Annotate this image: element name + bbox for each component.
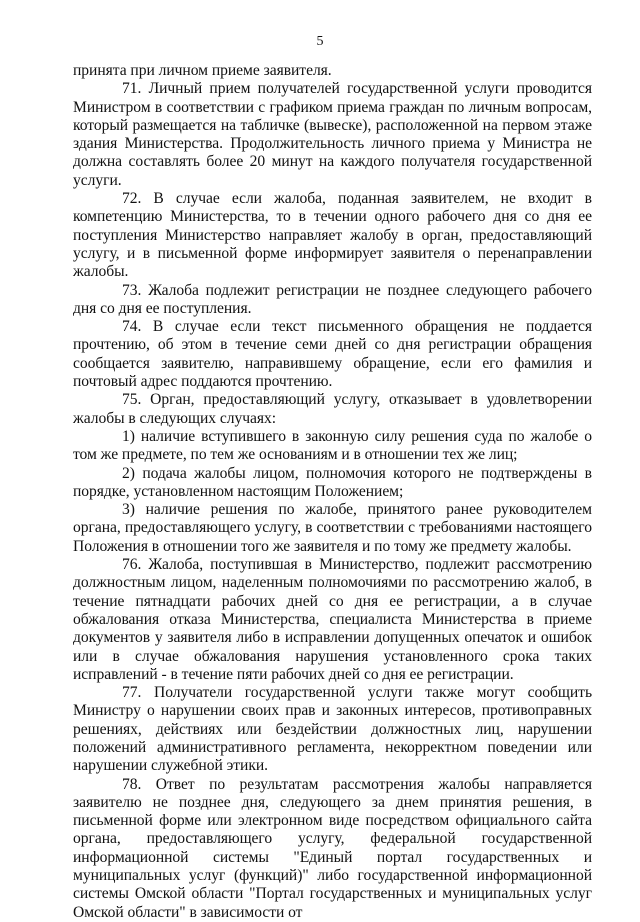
paragraph-continuation: принята при личном приеме заявителя.: [73, 62, 332, 79]
paragraph-78: 78. Ответ по результатам рассмотрения жалобы направляется заявителю не позднее дня, следующего за днем принятия решения, в письменной форме или электронном виде посредством официального сайта органа, предоставляющего услугу, федеральной государственной информационной системы "Единый портал государственных и муниципальных услуг (функций)" либо государственной информационной системы Омской области "Портал государственных и муниципальных услуг Омской области" в зависимости от: [73, 775, 592, 921]
paragraph-76: 76. Жалоба, поступившая в Министерство, подлежит рассмотрению должностным лицом, наделенным полномочиями по рассмотрению жалоб, в течение пятнадцати рабочих дней со дня ее регистрации, а в случае обжалования отказа Министерства, специалиста Министерства в приеме документов у заявителя либо в исправлении допущенных опечаток и ошибок или в случае обжалования нарушения установленного срока таких исправлений - в течение пяти рабочих дней со дня ее регистрации.: [73, 556, 592, 683]
document-body: [73, 62, 592, 922]
paragraph-73: 73. Жалоба подлежит регистрации не позднее следующего рабочего дня со дня ее поступления.: [73, 281, 592, 317]
paragraph-75-item-1: 1) наличие вступившего в законную силу решения суда по жалобе о том же предмете, по тем же основаниям и в отношении тех же лиц;: [73, 427, 592, 464]
paragraph-75-item-2: 2) подача жалобы лицом, полномочия которого не подтверждены в порядке, установленном настоящим Положением;: [73, 464, 592, 500]
paragraph-75: 75. Орган, предоставляющий услугу, отказывает в удовлетворении жалобы в следующих случаях:: [73, 391, 592, 427]
paragraph-72: 72. В случае если жалоба, поданная заявителем, не входит в компетенцию Министерства, то в течении одного рабочего дня со дня ее поступления Министерство направляет жалобу в орган, предоставляющий услугу, и в письменной форме информирует заявителя о перенаправлении жалобы.: [73, 190, 592, 281]
paragraph-77: 77. Получатели государственной услуги также могут сообщить Министру о нарушении своих прав и законных интересов, противоправных решениях, действиях или бездействии должностных лиц, нарушении положений административного регламента, некорректном поведении или нарушении служебной этики.: [73, 684, 592, 775]
paragraph-75-item-3: 3) наличие решения по жалобе, принятого ранее руководителем органа, предоставляющего услугу, в соответствии с требованиями настоящего Положения в отношении того же заявителя и по тому же предмету жалобы.: [73, 501, 592, 555]
paragraph-74: 74. В случае если текст письменного обращения не поддается прочтению, об этом в течение семи дней со дня регистрации обращения сообщается заявителю, направившему обращение, если его фамилия и почтовый адрес поддаются прочтению.: [73, 318, 592, 391]
page-number: 5: [316, 34, 324, 49]
paragraph-71: 71. Личный прием получателей государственной услуги проводится Министром в соответствии с графиком приема граждан по личным вопросам, который размещается на табличке (вывеске), расположенной на первом этаже здания Министерства. Продолжительность личного приема у Министра не должна составлять более 20 минут на каждого получателя государственной услуги.: [73, 80, 592, 189]
